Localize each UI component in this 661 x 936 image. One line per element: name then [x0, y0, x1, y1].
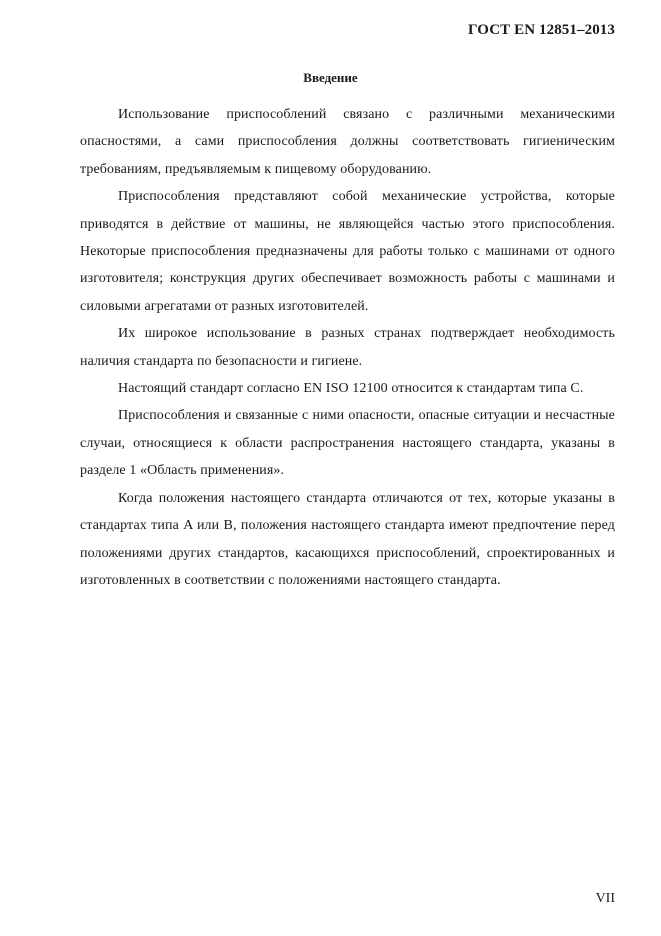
paragraph: Настоящий стандарт согласно EN ISO 12100 относится к стандартам типа C.: [118, 381, 584, 397]
paragraph: Их широкое использование в разных странах подтверждает необходимость наличия стандарта по безопасности и гигиене.: [80, 326, 615, 369]
section-title: Введение: [303, 70, 358, 85]
page-number: VII: [595, 891, 615, 906]
paragraph: Приспособления представляют собой механические устройства, которые приводятся в действие от машины, не являющейся частью этого приспособления. Некоторые приспособления предназначены для работы только с машинами от одного изготовителя; конструкция других обеспечивает возможность работы с машинами и силовыми агрегатами от разных изготовителей.: [80, 189, 615, 314]
paragraph: Использование приспособлений связано с различными механическими опасностями, а сами приспособления должны соответствовать гигиеническим требованиям, предъявляемым к пищевому оборудованию.: [80, 107, 615, 177]
standard-number: ГОСТ EN 12851–2013: [468, 22, 615, 38]
paragraph: Приспособления и связанные с ними опасности, опасные ситуации и несчастные случаи, относящиеся к области распространения настоящего стандарта, указаны в разделе 1 «Область применения».: [80, 408, 615, 479]
body-text: [80, 101, 615, 594]
paragraph: Когда положения настоящего стандарта отличаются от тех, которые указаны в стандартах типа A или B, положения настоящего стандарта имеют предпочтение перед положениями других стандартов, касающихся приспособлений, спроектированных и изготовленных в соответствии с положениями настоящего стандарта.: [80, 490, 615, 588]
